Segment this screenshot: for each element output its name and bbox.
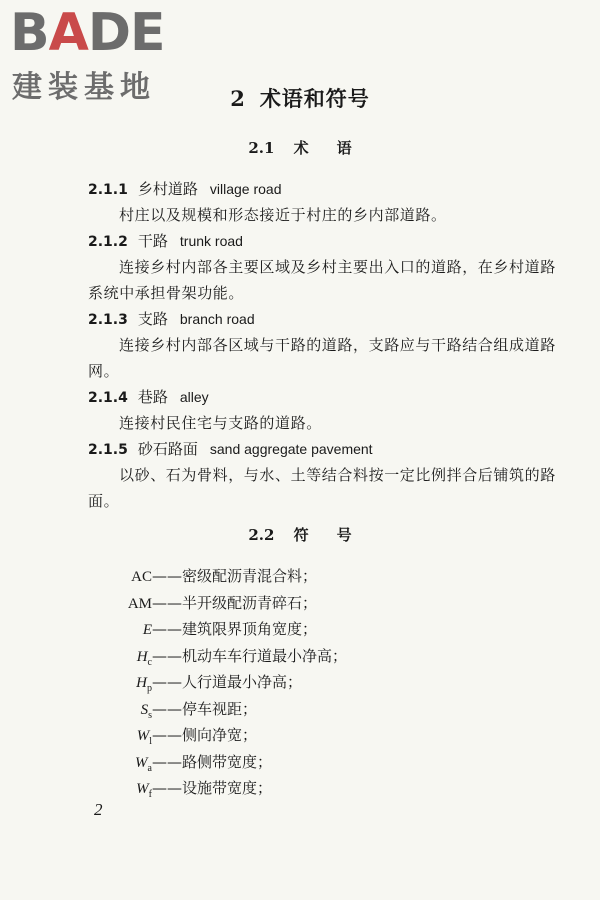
symbol-letter: E	[142, 622, 152, 638]
term-heading	[88, 306, 558, 332]
symbol-row	[96, 775, 496, 802]
symbol-row	[96, 749, 496, 776]
term-name: 干路	[137, 232, 168, 250]
term-name-en: village road	[209, 181, 282, 197]
symbol-description: ——人行道最小净高；	[152, 673, 303, 691]
term-name: 乡村道路	[137, 180, 198, 198]
symbol-key	[96, 776, 152, 809]
symbol-row	[96, 563, 496, 590]
chapter-name: 术语和符号	[259, 86, 370, 111]
symbol-letter: W	[136, 781, 149, 797]
term-name-en: branch road	[179, 311, 255, 327]
logo-brand-suffix: DE	[87, 3, 165, 63]
symbol-key	[96, 617, 152, 644]
term-definition: 以砂、石为骨料，与水、土等结合料按一定比例拌合后铺筑的路面。	[88, 466, 556, 510]
chapter-number: 2	[230, 86, 246, 111]
symbol-subscript: a	[147, 762, 152, 774]
term-name: 巷路	[137, 388, 168, 406]
symbol-description: ——密级配沥青混合料；	[152, 567, 318, 585]
term-number: 2.1.2	[88, 234, 128, 250]
symbol-subscript: f	[148, 789, 152, 800]
symbol-description: ——路侧带宽度；	[152, 752, 273, 771]
term-heading	[88, 228, 558, 254]
symbol-subscript: s	[148, 709, 152, 721]
logo-brand	[10, 4, 165, 62]
symbol-description: ——半开级配沥青碎石；	[152, 593, 318, 612]
term-heading	[88, 176, 558, 202]
symbol-key	[96, 591, 152, 618]
term-number: 2.1.4	[88, 390, 128, 406]
term-definition: 村庄以及规模和形态接近于村庄的乡内部道路。	[119, 206, 447, 224]
logo-brand-accent: A	[48, 3, 88, 63]
symbol-letter: H	[136, 648, 148, 665]
term-number: 2.1.5	[88, 442, 128, 458]
symbol-subscript: c	[147, 656, 152, 668]
symbol-description: ——侧向净宽；	[152, 726, 258, 744]
section-symbols-number: 2.2	[248, 526, 275, 544]
term-definition: 连接乡村内部各主要区域及乡村主要出入口的道路，在乡村道路系统中承担骨架功能。	[88, 258, 556, 302]
section-symbols-title-b: 号	[336, 526, 352, 544]
symbol-description: ——停车视距；	[152, 699, 258, 718]
symbol-description: ——建筑限界顶角宽度；	[152, 620, 318, 638]
term-heading	[88, 436, 558, 462]
section-terms-number: 2.1	[248, 139, 275, 157]
section-terms-title	[0, 137, 600, 158]
symbol-letter: S	[140, 701, 149, 718]
term-name: 支路	[137, 310, 168, 328]
symbol-subscript: p	[147, 683, 152, 694]
term-name-en: alley	[179, 389, 209, 405]
term-number: 2.1.1	[88, 182, 128, 198]
symbol-row	[96, 590, 496, 617]
logo-brand-prefix: B	[10, 3, 49, 63]
symbol-key	[96, 564, 152, 591]
symbol-row	[96, 616, 496, 643]
symbol-letter: AC	[131, 569, 152, 585]
section-symbols-title-a: 符	[293, 526, 309, 544]
term-definition: 连接村民住宅与支路的道路。	[119, 414, 322, 432]
symbol-row	[96, 722, 496, 749]
chapter-title	[0, 83, 600, 113]
symbol-subscript: l	[149, 736, 152, 747]
term-name: 砂石路面	[137, 440, 198, 458]
page-number: 2	[94, 800, 103, 819]
term-name-en: trunk road	[179, 233, 243, 249]
logo-brand-cn: 建装基地	[12, 70, 156, 105]
symbol-letter: W	[135, 754, 148, 771]
symbol-row	[96, 669, 496, 696]
symbol-description: ——机动车车行道最小净高；	[152, 646, 348, 665]
term-definition: 连接乡村内部各区域与干路的道路，支路应与干路结合组成道路网。	[88, 336, 556, 380]
symbol-description: ——设施带宽度；	[152, 779, 273, 797]
terms-list	[88, 176, 558, 514]
term-number: 2.1.3	[88, 312, 128, 328]
section-symbols-title	[0, 524, 600, 545]
symbol-letter: AM	[127, 595, 152, 612]
term-name-en: sand aggregate pavement	[209, 441, 373, 457]
section-terms-title-a: 术	[293, 139, 309, 157]
term-heading	[88, 384, 558, 410]
symbol-row	[96, 643, 496, 670]
symbol-letter: W	[136, 728, 150, 744]
symbol-letter: H	[136, 675, 147, 691]
section-terms-title-b: 语	[336, 139, 352, 157]
symbol-row	[96, 696, 496, 723]
symbols-list	[96, 563, 496, 802]
